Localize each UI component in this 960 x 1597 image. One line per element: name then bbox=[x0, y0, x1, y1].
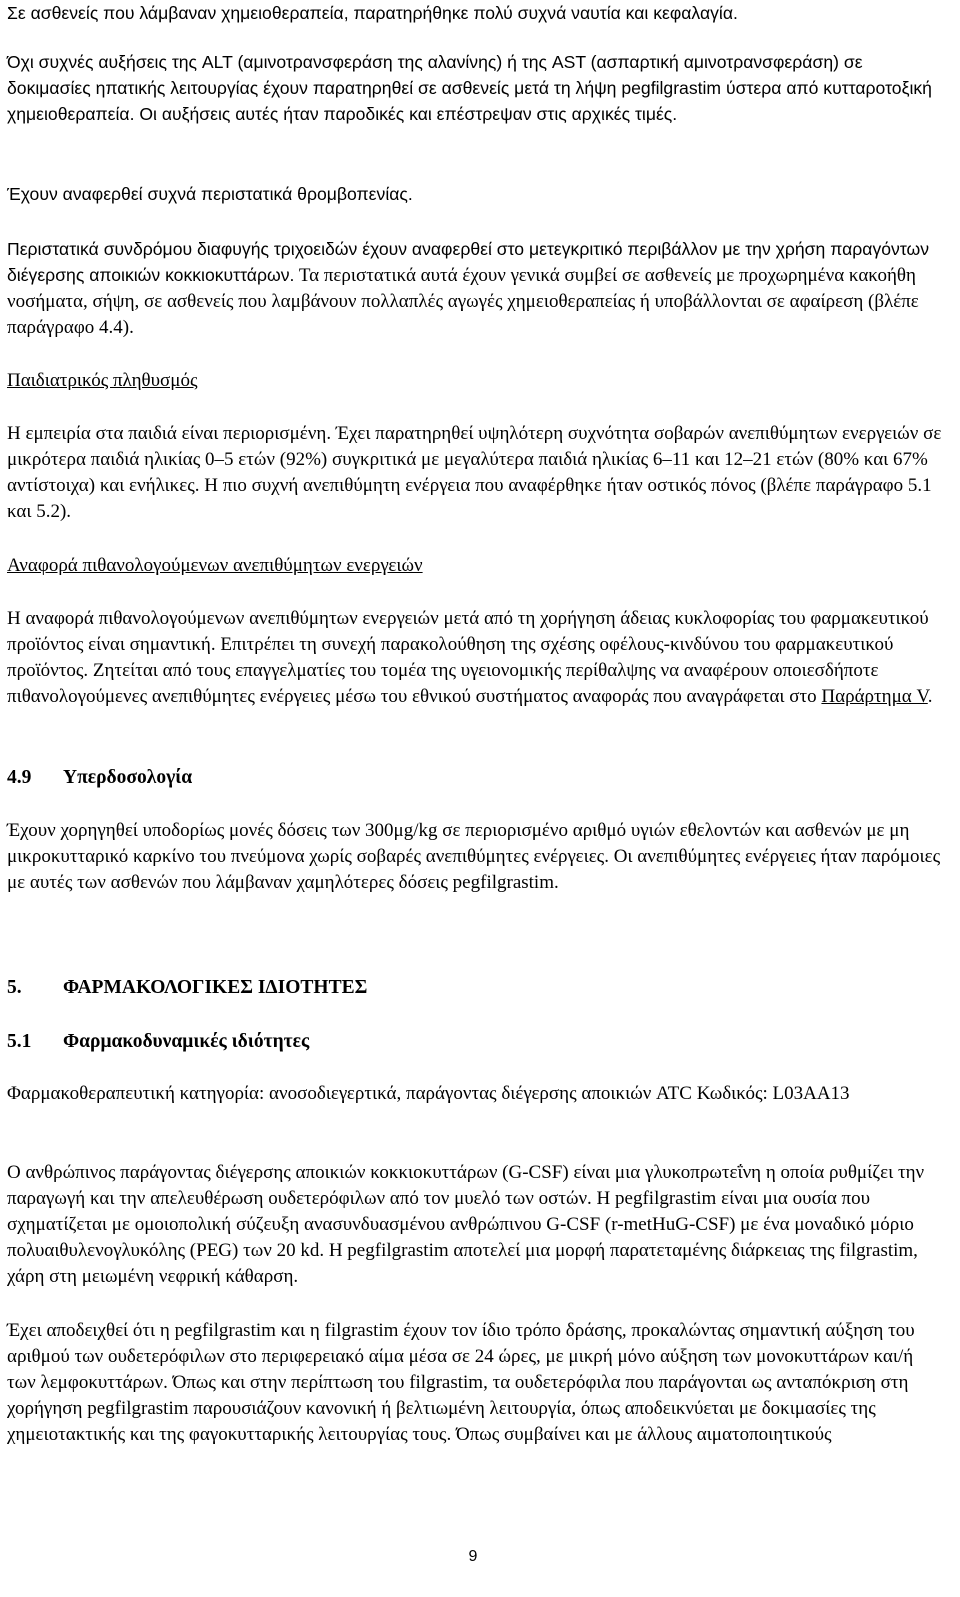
paragraph-atc: Φαρμακοθεραπευτική κατηγορία: ανοσοδιεγερτικά, παράγοντας διέγερσης αποικιών ATC Κωδικός: L03AA13 bbox=[7, 1083, 850, 1104]
reporting-text: Η αναφορά πιθανολογούμενων ανεπιθύμητων ενεργειών μετά από τη χορήγηση άδειας κυκλοφορίας του φαρμακευτικού προϊόντος είναι σημαντική. Επιτρέπει τη συνεχή παρακολούθηση της σχέσης οφέλους-κινδύνου του φαρμακευτικού προϊόντος. Ζητείται από τους επαγγελματίες του τομέα της υγειονομικής περίθαλψης να αναφέρουν οποιεσδήποτε πιθανολογούμενες ανεπιθύμητες ενέργειες μέσω του εθνικού συστήματος αναφοράς που αναγράφεται στο bbox=[7, 608, 929, 707]
paragraph-pediatric: Η εμπειρία στα παιδιά είναι περιορισμένη. Έχει παρατηρηθεί υψηλότερη συχνότητα σοβαρών ανεπιθύμητων ενεργειών σε μικρότερα παιδιά ηλικίας 0–5 ετών (92%) συγκριτικά με μεγαλύτερα παιδιά ηλικίας 6–11 και 12–21 ετών (80% και 67% αντίστοιχα) και ενήλικες. Η πιο συχνή ανεπιθύμητη ενέργεια που αναφέρθηκε ήταν οστικός πόνος (βλέπε παράγραφο 5.1 και 5.2). bbox=[7, 423, 942, 522]
heading-4-9 bbox=[7, 765, 942, 791]
heading-5 bbox=[7, 975, 942, 1001]
heading-4-9-number: 4.9 bbox=[7, 767, 32, 788]
annex-v-link[interactable]: Παράρτημα V bbox=[821, 686, 928, 707]
heading-pediatric: Παιδιατρικός πληθυσμός bbox=[7, 370, 198, 391]
paragraph-gcsf: Ο ανθρώπινος παράγοντας διέγερσης αποικιών κοκκιοκυττάρων (G-CSF) είναι μια γλυκοπρωτεΐνη η οποία ρυθμίζει την παραγωγή και την απελευθέρωση ουδετερόφιλων από τον μυελό των οστών. Η pegfilgrastim είναι μια ουσία που σχηματίζεται με ομοιοπολική σύζευξη ανασυνδυασμένου ανθρώπινου G-CSF (r-metHuG-CSF) με ένα μοναδικό μόριο πολυαιθυλενογλυκόλης (PEG) των 20 kd. Η pegfilgrastim αποτελεί μια μορφή παρατεταμένης διάρκειας της filgrastim, χάρη στη μειωμένη νεφρική κάθαρση. bbox=[7, 1162, 925, 1287]
page-number: 9 bbox=[468, 1548, 478, 1565]
capillary-leak-serif: Τα περιστατικά αυτά έχουν γενικά συμβεί σε ασθενείς με προχωρημένα κακοήθη νοσήματα, σήψη, σε ασθενείς που λαμβάνουν πολλαπλές αγωγές χημειοθεραπείας ή υποβάλλονται σε αφαίρεση (βλέπε παράγραφο 4.4). bbox=[7, 265, 919, 338]
heading-5-title: ΦΑΡΜΑΚΟΛΟΓΙΚΕΣ ΙΔΙΟΤΗΤΕΣ bbox=[63, 977, 368, 998]
heading-5-1 bbox=[7, 1029, 942, 1055]
reporting-text-end: . bbox=[927, 686, 933, 707]
paragraph-mechanism: Έχει αποδειχθεί ότι η pegfilgrastim και η filgrastim έχουν τον ίδιο τρόπο δράσης, προκαλώντας σημαντική αύξηση του αριθμού των ουδετερόφιλων στο περιφερειακό αίμα μέσα σε 24 ώρες, με μικρή μόνο αύξηση των μονοκυττάρων και/ή των λεμφοκυττάρων. Όπως και στην περίπτωση του filgrastim, τα ουδετερόφιλα που παράγονται ως ανταπόκριση στη χορήγηση pegfilgrastim παρουσιάζουν κανονική ή βελτιωμένη λειτουργία, όπως αποδεικνύεται με δοκιμασίες της χημειοτακτικής και της φαγοκυτταρικής λειτουργίας τους. Όπως συμβαίνει και με άλλους αιματοποιητικούς bbox=[7, 1320, 915, 1445]
paragraph-reporting bbox=[7, 606, 942, 710]
capillary-leak-sans: Περιστατικά συνδρόμου διαφυγής τριχοειδών έχουν αναφερθεί στο μετεγκριτικό περιβάλλον με την χρήση παραγόντων διέγερσης αποικιών κοκκιοκυττάρων. bbox=[7, 239, 930, 285]
heading-5-number: 5. bbox=[7, 977, 22, 998]
paragraph-nausea: Σε ασθενείς που λάμβαναν χημειοθεραπεία, παρατηρήθηκε πολύ συχνά ναυτία και κεφαλαγία. bbox=[7, 3, 738, 23]
paragraph-capillary-leak bbox=[7, 236, 942, 341]
heading-5-1-title: Φαρμακοδυναμικές ιδιότητες bbox=[63, 1031, 310, 1052]
paragraph-thrombocytopenia: Έχουν αναφερθεί συχνά περιστατικά θρομβοπενίας. bbox=[7, 184, 413, 204]
heading-5-1-number: 5.1 bbox=[7, 1031, 32, 1052]
heading-4-9-title: Υπερδοσολογία bbox=[63, 767, 193, 788]
heading-reporting: Αναφορά πιθανολογούμενων ανεπιθύμητων ενεργειών bbox=[7, 555, 423, 576]
paragraph-alt-ast: Όχι συχνές αυξήσεις της ALT (αμινοτρανσφεράση της αλανίνης) ή της AST (ασπαρτική αμινοτρανσφεράση) σε δοκιμασίες ηπατικής λειτουργίας έχουν παρατηρηθεί σε ασθενείς μετά τη λήψη pegfilgrastim ύστερα από κυτταροτοξική χημειοθεραπεία. Οι αυξήσεις αυτές ήταν παροδικές και επέστρεψαν στις αρχικές τιμές. bbox=[7, 52, 932, 124]
paragraph-overdose: Έχουν χορηγηθεί υποδορίως μονές δόσεις των 300μg/kg σε περιορισμένο αριθμό υγιών εθελοντών και ασθενών με μη μικροκυτταρικό καρκίνο του πνεύμονα χωρίς σοβαρές ανεπιθύμητες ενέργειες. Οι ανεπιθύμητες ενέργειες ήταν παρόμοιες με αυτές των ασθενών που λάμβαναν χαμηλότερες δόσεις pegfilgrastim. bbox=[7, 820, 941, 893]
